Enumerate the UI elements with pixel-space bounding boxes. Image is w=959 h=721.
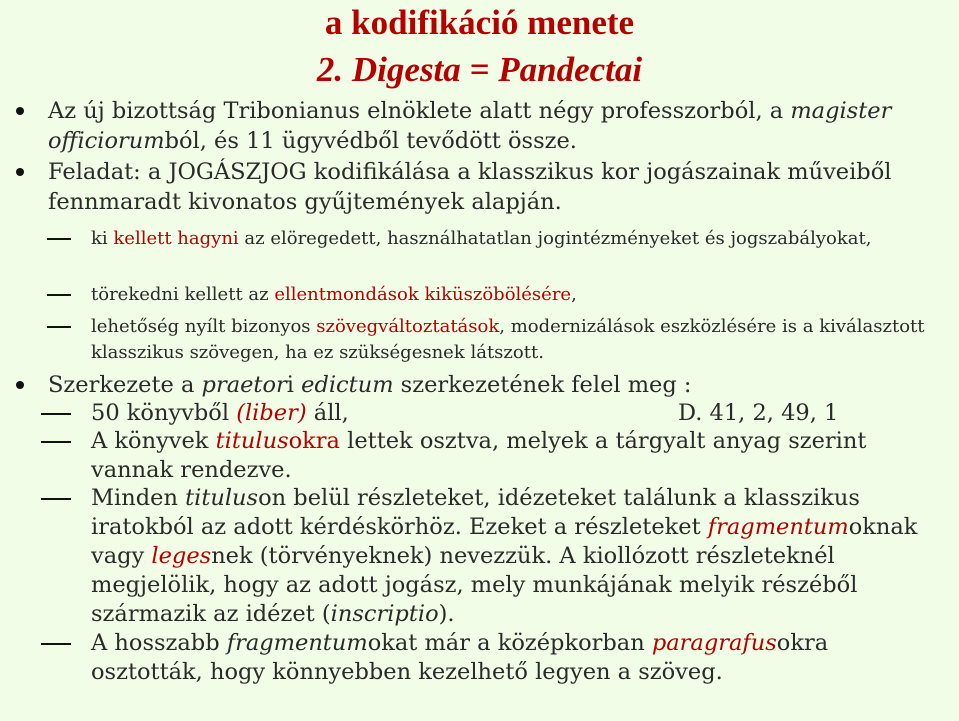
slide-title: a kodifikáció menete [324, 3, 635, 42]
bullet-commission: Az új bizottság Tribonianus elnöklete alatt négy professzorból, a magister officiorumból, és 11 ügyvédből tevődött össze. [48, 96, 918, 156]
sub-text-changes: lehetőség nyílt bizonyos szövegváltoztatások, modernizálások eszközlésére is a kiválasztott klasszikus szövegen, ha ez szükségesnek látszott. [91, 314, 926, 366]
digest-reference: D. 41, 2, 49, 1 [678, 400, 839, 426]
sub-eliminate-contradictions: törekedni kellett az ellentmondások kiküszöbölésére, [91, 282, 926, 308]
item-fifty-books: 50 könyvből (liber) áll, D. 41, 2, 49, 1 [91, 399, 931, 428]
item-titles: A könyvek titulusokra lettek osztva, melyek a tárgyalt anyag szerint vannak rendezve. [91, 427, 931, 485]
bullet-task: Feladat: a JOGÁSZJOG kodifikálása a klasszikus kor jogászainak műveiből fennmaradt kivonatos gyűjtemények alapján. [48, 157, 918, 217]
sub-remove-obsolete: ki kellett hagyni az elöregedett, használhatatlan jogintézményeket és jogszabályokat, [91, 226, 926, 252]
item-fragments: Minden tituluson belül részleteket, idézeteket találunk a klasszikus iratokból az adott kérdéskörhöz. Ezeket a részleteket fragmentumoknak vagy legesnek (törvényeknek) nevezzük. A kiollózott részleteknél megjelölik, hogy az adott jogász, mely munkájának melyik részéből származik az idézet (inscriptio). [91, 484, 931, 629]
slide-subtitle: 2. Digesta = Pandectai [316, 50, 643, 89]
bullet-structure: Szerkezete a praetori edictum szerkezetének felel meg : [48, 370, 918, 400]
item-paragraphs: A hosszabb fragmentumokat már a középkorban paragrafusokra osztották, hogy könnyebben kezelhető legyen a szöveg. [91, 629, 931, 687]
